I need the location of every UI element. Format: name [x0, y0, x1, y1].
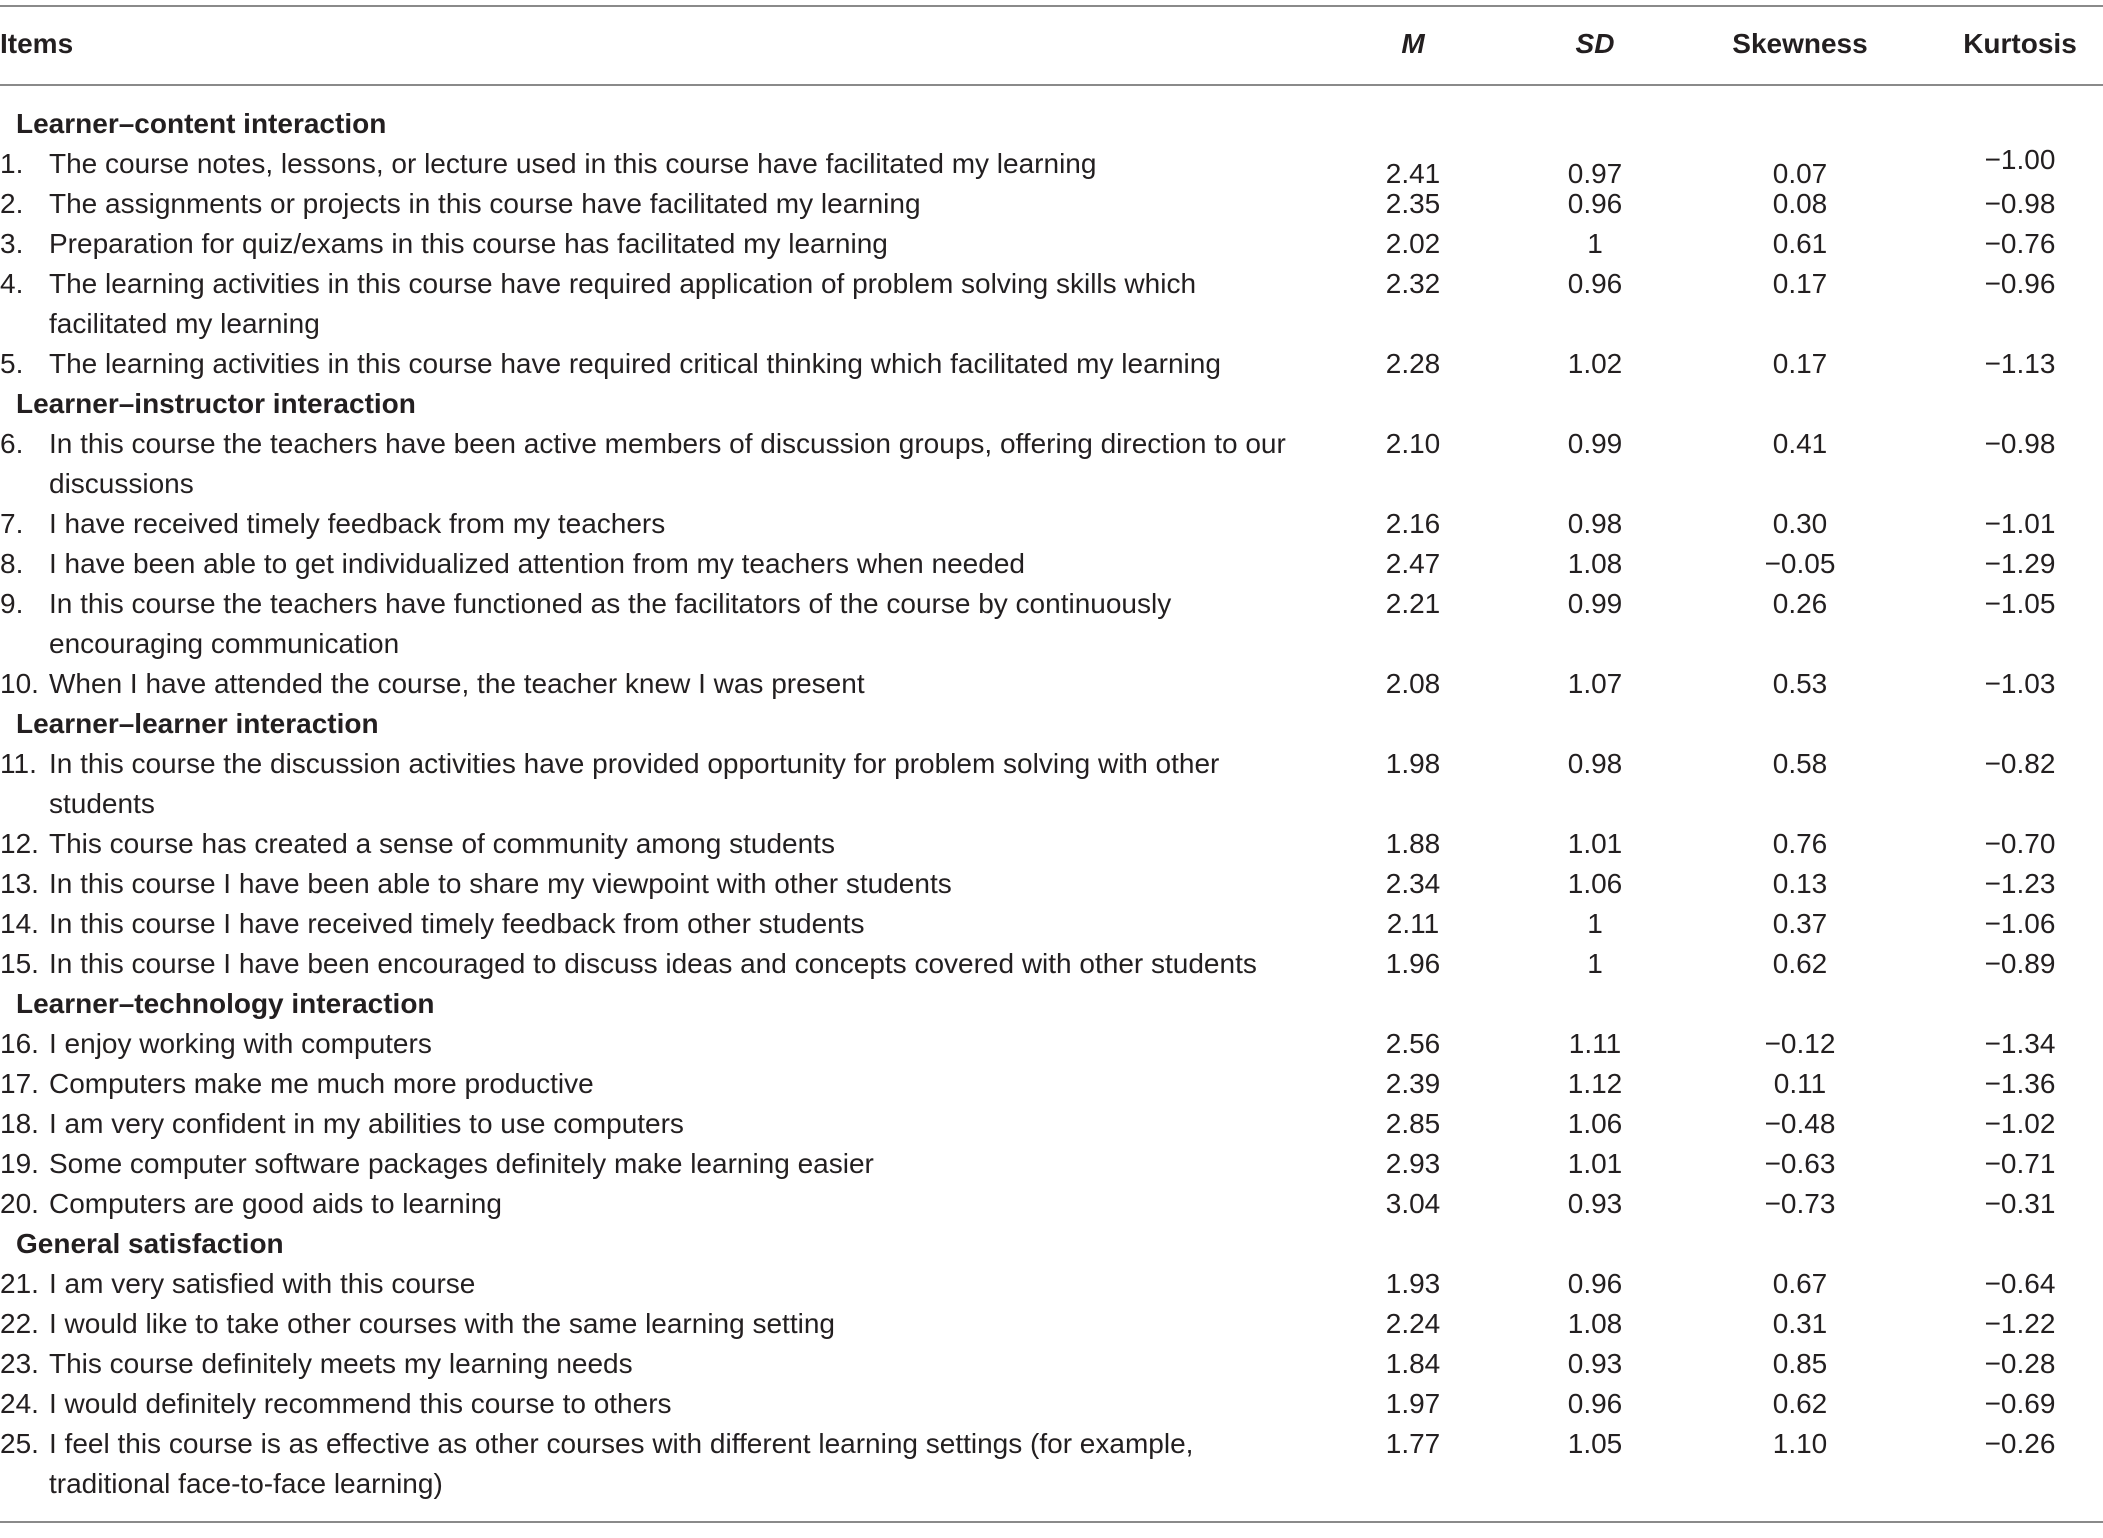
table-top-rule: [0, 5, 2103, 7]
item-text: The learning activities in this course have required critical thinking which facilitated my learning: [49, 348, 1221, 379]
item-text: I feel this course is as effective as other courses with different learning settings (for example, traditional face-to-face learning): [49, 1428, 1194, 1499]
item-text: When I have attended the course, the teacher knew I was present: [49, 668, 865, 699]
kurtosis-value: −1.13: [1984, 348, 2056, 379]
kurtosis-value: −0.26: [1984, 1428, 2056, 1459]
item-text: Computers are good aids to learning: [49, 1188, 502, 1219]
sd-value: 0.98: [1567, 508, 1623, 539]
skewness-value: 0.07: [1772, 158, 1828, 189]
mean-value: 1.77: [1385, 1428, 1441, 1459]
sd-value: 0.99: [1567, 588, 1623, 619]
sd-value: 0.93: [1567, 1188, 1623, 1219]
skewness-value: 0.58: [1772, 748, 1828, 779]
sd-value: 1.08: [1567, 1308, 1623, 1339]
table-row: [0, 144, 2103, 189]
header-divider: [0, 84, 2103, 86]
table-row: [0, 224, 2103, 264]
item-text: I am very confident in my abilities to use computers: [49, 1108, 684, 1139]
skewness-value: 0.17: [1772, 348, 1828, 379]
sd-value: 1.08: [1567, 548, 1623, 579]
sd-value: 1.02: [1567, 348, 1623, 379]
kurtosis-value: −0.82: [1984, 748, 2056, 779]
item-number: 25.: [0, 1428, 39, 1459]
item-number: 13.: [0, 868, 39, 899]
kurtosis-value: −1.03: [1984, 668, 2056, 699]
item-text: In this course the teachers have functioned as the facilitators of the course by continuously encouraging communication: [49, 588, 1172, 659]
mean-value: 2.08: [1385, 668, 1441, 699]
item-text: I would like to take other courses with the same learning setting: [49, 1308, 835, 1339]
section-title: General satisfaction: [16, 1228, 284, 1259]
mean-value: 3.04: [1385, 1188, 1441, 1219]
mean-value: 2.21: [1385, 588, 1441, 619]
sd-value: 0.96: [1567, 188, 1623, 219]
table-row: [0, 1304, 2103, 1344]
mean-value: 2.34: [1385, 868, 1441, 899]
kurtosis-value: −1.22: [1984, 1308, 2056, 1339]
section-title: Learner–learner interaction: [16, 708, 379, 739]
mean-value: 2.16: [1385, 508, 1441, 539]
skewness-value: 0.67: [1772, 1268, 1828, 1299]
sd-value: 1.11: [1568, 1028, 1622, 1059]
item-number: 17.: [0, 1068, 39, 1099]
item-text: The course notes, lessons, or lecture used in this course have facilitated my learning: [49, 148, 1097, 179]
skewness-value: 0.53: [1772, 668, 1828, 699]
item-number: 8.: [0, 548, 24, 579]
kurtosis-value: −1.36: [1984, 1068, 2056, 1099]
sd-value: 1.06: [1567, 868, 1623, 899]
column-header-items: Items: [0, 28, 74, 59]
item-number: 4.: [0, 268, 24, 299]
item-text: This course definitely meets my learning needs: [49, 1348, 633, 1379]
item-number: 22.: [0, 1308, 39, 1339]
skewness-value: −0.63: [1764, 1148, 1836, 1179]
table-row: [0, 1264, 2103, 1304]
item-text: This course has created a sense of community among students: [49, 828, 835, 859]
item-number: 10.: [0, 668, 39, 699]
skewness-value: 0.31: [1772, 1308, 1828, 1339]
table-row: [0, 1064, 2103, 1104]
item-text: Computers make me much more productive: [49, 1068, 594, 1099]
table-row: [0, 184, 2103, 224]
skewness-value: 0.17: [1772, 268, 1828, 299]
mean-value: 2.93: [1385, 1148, 1441, 1179]
table-bottom-rule: [0, 1521, 2103, 1523]
column-header-skewness: Skewness: [1732, 28, 1868, 59]
item-text: Preparation for quiz/exams in this course has facilitated my learning: [49, 228, 888, 259]
item-number: 2.: [0, 188, 24, 219]
kurtosis-value: −0.64: [1984, 1268, 2056, 1299]
skewness-value: −0.12: [1764, 1028, 1836, 1059]
table-row: [0, 504, 2103, 544]
table-row: [0, 1344, 2103, 1384]
mean-value: 2.56: [1385, 1028, 1441, 1059]
kurtosis-value: −1.34: [1984, 1028, 2056, 1059]
table-row: [0, 1024, 2103, 1064]
kurtosis-value: −0.89: [1984, 948, 2056, 979]
column-header-mean: M: [1401, 28, 1425, 59]
section-title: Learner–instructor interaction: [16, 388, 416, 419]
item-number: 15.: [0, 948, 39, 979]
mean-value: 2.02: [1385, 228, 1441, 259]
table-body: [0, 104, 2103, 1504]
kurtosis-value: −0.98: [1984, 188, 2056, 219]
item-text: In this course I have been encouraged to discuss ideas and concepts covered with other students: [49, 948, 1257, 979]
item-text: I have received timely feedback from my teachers: [49, 508, 666, 539]
item-text: Some computer software packages definitely make learning easier: [49, 1148, 874, 1179]
table-row: [0, 344, 2103, 384]
item-text: The assignments or projects in this course have facilitated my learning: [49, 188, 921, 219]
sd-value: 1.12: [1567, 1068, 1623, 1099]
mean-value: 1.96: [1385, 948, 1441, 979]
item-number: 3.: [0, 228, 24, 259]
sd-value: 0.97: [1567, 158, 1623, 189]
section-title: Learner–content interaction: [16, 108, 387, 139]
item-number: 12.: [0, 828, 39, 859]
mean-value: 2.24: [1385, 1308, 1441, 1339]
skewness-value: 0.41: [1772, 428, 1828, 459]
item-text: I would definitely recommend this course to others: [49, 1388, 672, 1419]
sd-value: 0.96: [1567, 268, 1623, 299]
sd-value: 1.01: [1567, 828, 1623, 859]
skewness-value: −0.48: [1764, 1108, 1836, 1139]
column-header-kurtosis: Kurtosis: [1963, 28, 2077, 59]
kurtosis-value: −1.00: [1984, 144, 2056, 175]
skewness-value: 0.62: [1772, 948, 1828, 979]
item-number: 18.: [0, 1108, 39, 1139]
table-row: [0, 1144, 2103, 1184]
item-text: In this course the teachers have been active members of discussion groups, offering direction to our discussions: [49, 428, 1286, 499]
sd-value: 0.93: [1567, 1348, 1623, 1379]
item-number: 14.: [0, 908, 39, 939]
skewness-value: −0.73: [1764, 1188, 1836, 1219]
sd-value: 0.99: [1567, 428, 1623, 459]
kurtosis-value: −1.06: [1984, 908, 2056, 939]
table-row: [0, 424, 2103, 504]
kurtosis-value: −0.70: [1984, 828, 2056, 859]
item-number: 7.: [0, 508, 24, 539]
sd-value: 1: [1587, 908, 1603, 939]
sd-value: 1: [1587, 948, 1603, 979]
mean-value: 2.11: [1386, 908, 1440, 939]
item-number: 21.: [0, 1268, 39, 1299]
kurtosis-value: −0.98: [1984, 428, 2056, 459]
skewness-value: 0.08: [1772, 188, 1828, 219]
skewness-value: 0.11: [1773, 1068, 1827, 1099]
skewness-value: 0.61: [1772, 228, 1828, 259]
item-text: In this course I have received timely feedback from other students: [49, 908, 865, 939]
sd-value: 1.05: [1567, 1428, 1623, 1459]
item-number: 5.: [0, 348, 24, 379]
table-row: [0, 944, 2103, 984]
kurtosis-value: −0.69: [1984, 1388, 2056, 1419]
mean-value: 2.28: [1385, 348, 1441, 379]
sd-value: 0.96: [1567, 1268, 1623, 1299]
table-row: [0, 1104, 2103, 1144]
table-row: [0, 544, 2103, 584]
mean-value: 1.88: [1385, 828, 1441, 859]
item-number: 19.: [0, 1148, 39, 1179]
table-row: [0, 584, 2103, 664]
column-header-sd: SD: [1575, 28, 1615, 59]
kurtosis-value: −0.76: [1984, 228, 2056, 259]
mean-value: 2.47: [1385, 548, 1441, 579]
table-row: [0, 824, 2103, 864]
item-text: I have been able to get individualized attention from my teachers when needed: [49, 548, 1025, 579]
item-number: 1.: [0, 148, 24, 179]
skewness-value: −0.05: [1764, 548, 1836, 579]
mean-value: 2.85: [1385, 1108, 1441, 1139]
item-text: I am very satisfied with this course: [49, 1268, 476, 1299]
skewness-value: 0.13: [1772, 868, 1828, 899]
mean-value: 2.41: [1385, 158, 1441, 189]
mean-value: 1.93: [1385, 1268, 1441, 1299]
mean-value: 2.10: [1385, 428, 1441, 459]
section-title: Learner–technology interaction: [16, 988, 435, 1019]
kurtosis-value: −1.29: [1984, 548, 2056, 579]
item-text: In this course the discussion activities have provided opportunity for problem solving with other students: [49, 748, 1220, 819]
table-row: [0, 1384, 2103, 1424]
table-row: [0, 264, 2103, 344]
item-number: 20.: [0, 1188, 39, 1219]
kurtosis-value: −1.01: [1984, 508, 2056, 539]
kurtosis-value: −1.02: [1984, 1108, 2056, 1139]
sd-value: 0.98: [1567, 748, 1623, 779]
sd-value: 1.07: [1567, 668, 1623, 699]
table-row: [0, 664, 2103, 704]
item-text: The learning activities in this course have required application of problem solving skills which facilitated my learning: [49, 268, 1197, 339]
item-number: 9.: [0, 588, 24, 619]
kurtosis-value: −0.28: [1984, 1348, 2056, 1379]
mean-value: 1.98: [1385, 748, 1441, 779]
table-row: [0, 1424, 2103, 1504]
skewness-value: 0.76: [1772, 828, 1828, 859]
mean-value: 1.97: [1385, 1388, 1441, 1419]
item-number: 6.: [0, 428, 24, 459]
kurtosis-value: −1.05: [1984, 588, 2056, 619]
table-row: [0, 744, 2103, 824]
sd-value: 1: [1587, 228, 1603, 259]
item-number: 23.: [0, 1348, 39, 1379]
item-number: 16.: [0, 1028, 39, 1059]
skewness-value: 0.85: [1772, 1348, 1828, 1379]
skewness-value: 0.30: [1772, 508, 1828, 539]
mean-value: 1.84: [1385, 1348, 1441, 1379]
item-text: In this course I have been able to share my viewpoint with other students: [49, 868, 952, 899]
kurtosis-value: −0.31: [1984, 1188, 2056, 1219]
skewness-value: 0.62: [1772, 1388, 1828, 1419]
skewness-value: 0.26: [1772, 588, 1828, 619]
sd-value: 1.06: [1567, 1108, 1623, 1139]
item-number: 24.: [0, 1388, 39, 1419]
item-number: 11.: [0, 748, 37, 779]
table-row: [0, 1184, 2103, 1224]
mean-value: 2.35: [1385, 188, 1441, 219]
kurtosis-value: −1.23: [1984, 868, 2056, 899]
item-text: I enjoy working with computers: [49, 1028, 432, 1059]
sd-value: 1.01: [1567, 1148, 1623, 1179]
table-row: [0, 904, 2103, 944]
mean-value: 2.32: [1385, 268, 1441, 299]
sd-value: 0.96: [1567, 1388, 1623, 1419]
kurtosis-value: −0.71: [1984, 1148, 2056, 1179]
skewness-value: 1.10: [1772, 1428, 1828, 1459]
mean-value: 2.39: [1385, 1068, 1441, 1099]
skewness-value: 0.37: [1772, 908, 1828, 939]
kurtosis-value: −0.96: [1984, 268, 2056, 299]
table-row: [0, 864, 2103, 904]
